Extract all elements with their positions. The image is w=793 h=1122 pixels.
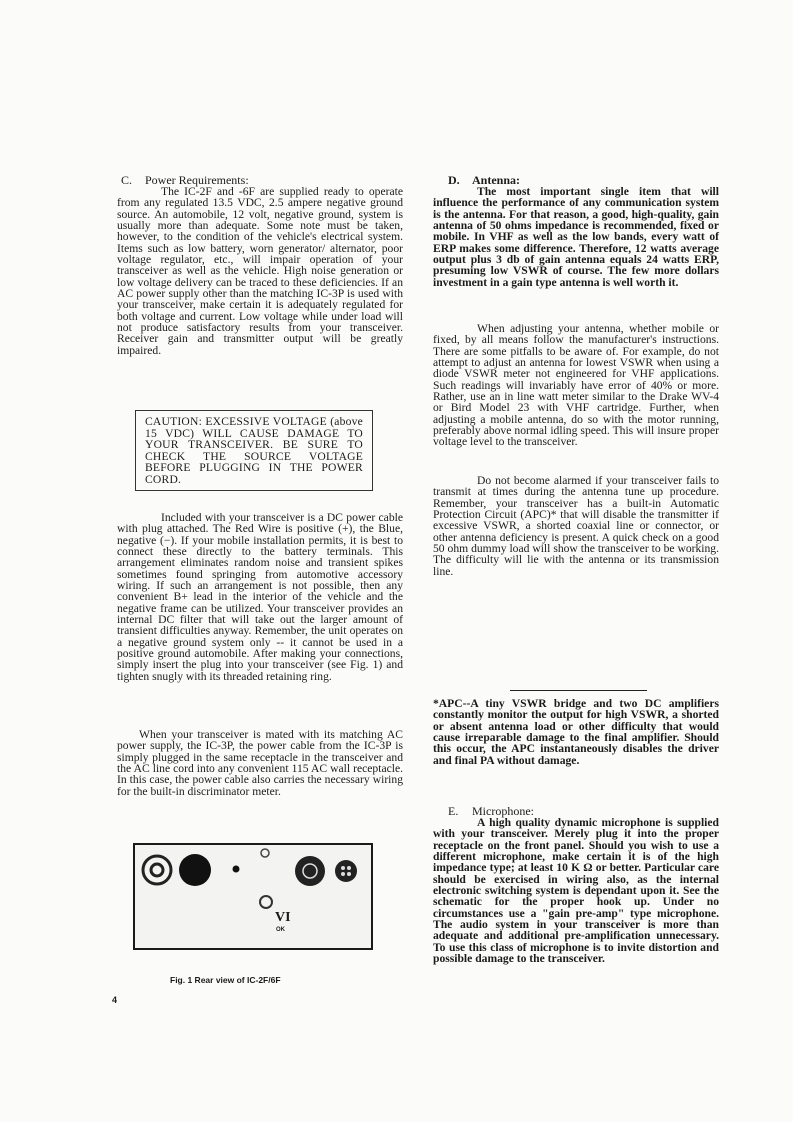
section-title: Power Requirements: xyxy=(145,173,249,187)
section-d-paragraph-1 xyxy=(433,186,719,288)
paragraph: Do not become alarmed if your transceiver fails to transmit at times during the antenna tune up procedure. Remember, your transceiver has a built-in Automatic Protection Circuit (APC)* that will disable the transmitter if excessive VSWR, a shorted coaxial line or connector, or other antenna deficiency is present. A quick check on a good 50 ohm dummy load will show the transceiver to be working. The difficulty will lie with the antenna or its transmission line. xyxy=(433,474,719,578)
footnote-text: *APC--A tiny VSWR bridge and two DC amplifiers constantly monitor the output for high VSWR, a shorted or absent antenna load or other difficulty that would cause irreparable damage to the final amplifier. Should this occur, the APC instantaneously disables the driver and final PA without damage. xyxy=(433,697,719,767)
paragraph: When your transceiver is mated with its matching AC power supply, the IC-3P, the power cable from the IC-3P is simply plugged in the same receptacle in the transceiver and the AC line cord into any convenient 115 AC wall receptacle. In this case, the power cable also carries the necessary wiring for the built-in discriminator meter. xyxy=(117,728,403,798)
figure-label: VI xyxy=(275,910,291,925)
section-d-paragraph-2 xyxy=(433,323,719,448)
screw-icon xyxy=(233,866,240,873)
rear-panel-illustration xyxy=(135,845,371,948)
section-title: Antenna: xyxy=(472,173,521,187)
figure-rear-view xyxy=(133,843,373,950)
section-letter: C. xyxy=(121,173,133,187)
figure-sublabel: OK xyxy=(276,927,285,933)
paragraph: When adjusting your antenna, whether mobile or fixed, by all means follow the manufacturer's instructions. There are some pitfalls to be aware of. For example, do not attempt to adjust an antenna for lowest VSWR when using a diode VSWR meter not engineered for VHF applications. Such readings will invariably have error of 40% or more. Rather, use an in line watt meter similar to the Drake WV-4 or Bird Model 23 with VHF cartridge. Further, when adjusting a mobile antenna, do so with the motor running, preferably above normal idling speed. This will insure proper voltage level to the transceiver. xyxy=(433,322,719,449)
paragraph: Included with your transceiver is a DC power cable with plug attached. The Red Wire is positive (+), the Blue, negative (−). If your mobile installation permits, it is best to connect these directly to the battery terminals. This arrangement eliminates random noise and transient spikes sometimes found springing from automotive accessory wiring. If such an arrangement is not possible, then any convenient B+ lead in the interior of the vehicle and the negative frame can be utilized. Your transceiver provides an internal DC filter that will take out the larger amount of transient difficulties anyway. Remember, the unit operates on a negative ground system only -- it cannot be used in a positive ground automobile. After making your connections, simply insert the plug into your transceiver (see Fig. 1) and tighten snugly with its threaded retaining ring. xyxy=(117,511,403,683)
section-d-paragraph-3 xyxy=(433,475,719,577)
page-number: 4 xyxy=(112,995,118,1005)
power-socket-icon xyxy=(179,854,211,886)
accessory-socket-icon xyxy=(295,856,325,886)
section-letter: D. xyxy=(448,173,460,187)
paragraph: The most important single item that will influence the performance of any communication system is the antenna. For that reason, a good, high-quality, gain antenna of 50 ohms impedance is recommended, fixed or mobile. In VHF as well as the low bands, every watt of ERP makes some difference. Therefore, 12 watts average output plus 3 db of gain antenna equals 24 watts ERP, presuming low VSWR of course. The few more dollars investment in a gain type antenna is well worth it. xyxy=(433,185,719,289)
apc-footnote xyxy=(433,698,719,766)
footnote-divider xyxy=(510,690,647,691)
paragraph: The IC-2F and -6F are supplied ready to operate from any regulated 13.5 VDC, 2.5 ampere negative ground source. An automobile, 12 volt, negative ground, system is usually more than adequate. Some note must be taken, however, to the condition of the vehicle's electrical system. Items such as low battery, worn generator/ alternator, poor voltage regulator, etc., will impair operation of your transceiver as well as the vehicle. High noise generation or low voltage delivery can be traced to these deficiencies. If an AC power supply other than the matching IC-3P is used with your transceiver, make certain it is adequately regulated for both voltage and current. Low voltage while under load will not produce satisfactory results from your transceiver. Receiver gain and transmitter output will be greatly impaired. xyxy=(117,185,403,357)
figure-caption: Fig. 1 Rear view of IC-2F/6F xyxy=(170,975,281,985)
section-letter: E. xyxy=(448,804,459,818)
mic-socket-icon xyxy=(335,860,357,882)
ground-terminal-icon xyxy=(260,896,272,908)
antenna-connector-icon xyxy=(143,856,171,884)
paragraph: A high quality dynamic microphone is supplied with your transceiver. Merely plug it into the proper receptacle on the front panel. Should you wish to use a different microphone, make certain it is of the high impedance type; at least 10 K Ω or better. Particular care should be exercised in wiring also, as the internal electronic switching system is dependant upon it. See the schematic for the proper hook up. Under no circumstances use a "gain pre-amp" type microphone. The audio system in your transceiver is more than adequate and additional pre-amplification unnecessary. To use this class of microphone is to invite distortion and possible damage to the transceiver. xyxy=(433,816,719,966)
section-c-paragraph-3 xyxy=(117,729,403,797)
section-c-paragraph-1 xyxy=(117,186,403,356)
caution-box: CAUTION: EXCESSIVE VOLTAGE (above 15 VDC) WILL CAUSE DAMAGE TO YOUR TRANSCEIVER. BE SURE TO CHECK THE SOURCE VOLTAGE BEFORE PLUGGING IN THE POWER CORD. xyxy=(135,410,373,491)
section-c-paragraph-2 xyxy=(117,512,403,682)
section-e-paragraph-1 xyxy=(433,817,719,964)
section-title: Microphone: xyxy=(472,804,534,818)
